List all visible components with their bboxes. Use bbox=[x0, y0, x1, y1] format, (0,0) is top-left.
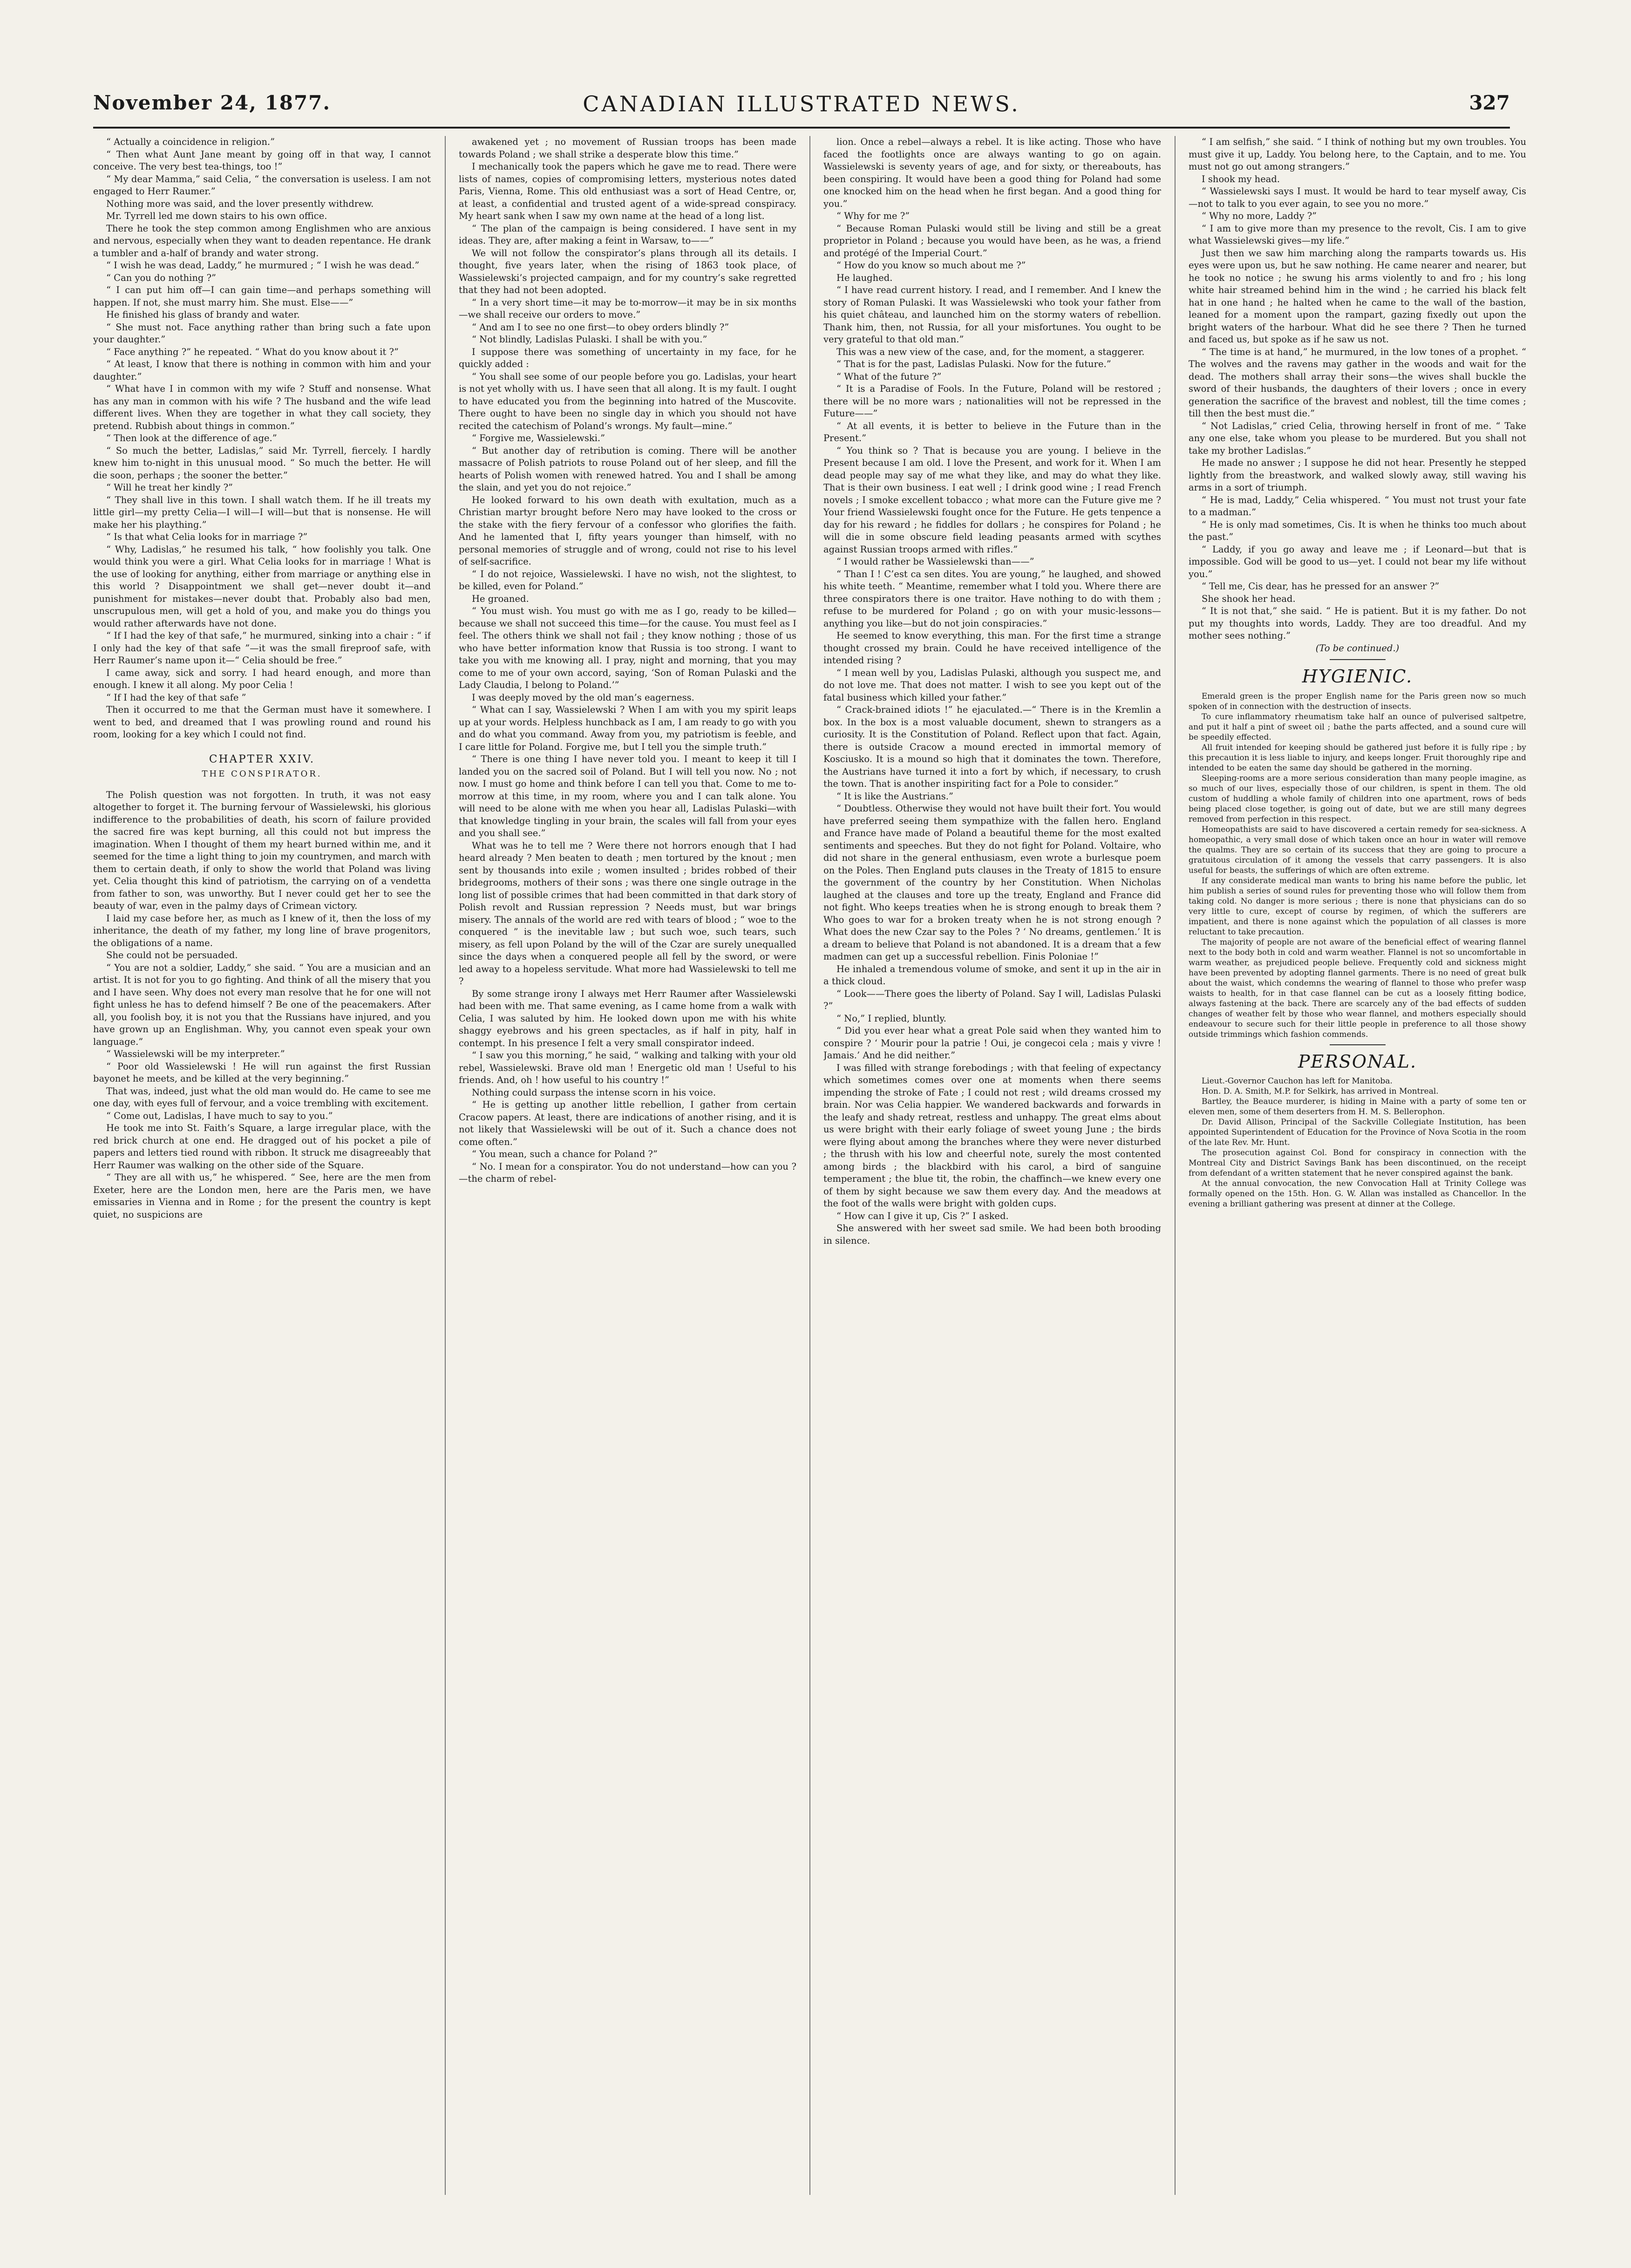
paragraph: All fruit intended for keeping should be gathered just before it is fully ripe ; by this precaution it is less liable to injury, and keeps longer. Fruit thoroughly ripe and intended to be eaten the same day should be gathered in the morning. bbox=[1189, 742, 1526, 773]
paragraph: Hon. D. A. Smith, M.P. for Selkirk, has arrived in Montreal. bbox=[1202, 1087, 1439, 1096]
paragraph: “ Then what Aunt Jane meant by going off in that way, I cannot conceive. The very best tea-things, too !” bbox=[93, 149, 431, 172]
paragraph: “ I wish he was dead, Laddy,” he murmured ; “ I wish he was dead.” bbox=[106, 260, 420, 271]
paragraph: He finished his glass of brandy and water. bbox=[106, 309, 300, 320]
paragraph: Nothing more was said, and the lover presently withdrew. bbox=[106, 198, 374, 209]
paragraph: “ How can I give it up, Cis ?” I asked. bbox=[836, 1210, 1009, 1221]
paragraph: “ Not blindly, Ladislas Pulaski. I shall be with you.” bbox=[472, 334, 707, 345]
paragraph: “ They are all with us,” he whispered. “ See, here are the men from Exeter, here are the London men, here are the Paris men, we have emissaries in Vienna and in Rome ; for the present the country is kept quiet, no suspicions are bbox=[93, 1172, 431, 1220]
paragraph: “ Why for me ?” bbox=[836, 211, 910, 221]
paragraph: “ He is mad, Laddy,” Celia whispered. “ You must not trust your fate to a madman.” bbox=[1189, 494, 1526, 518]
paragraph: “ I saw you this morning,” he said, “ walking and talking with your old rebel, Wassielewski. Brave old man ! Energetic old man ! Useful to his friends. And, oh ! how useful to his country !” bbox=[459, 1050, 796, 1085]
paragraph: “ Did you ever hear what a great Pole said when they wanted him to conspire ? ‘ Mourir pour la patrie ! Oui, je congecoi cela ; mais y vivre ! Jamais.’ And he did neither.” bbox=[823, 1025, 1161, 1061]
paragraph: The prosecution against Col. Bond for conspiracy in connection with the Montreal City and District Savings Bank has been discontinued, on the receipt from defendant of a written statement that he never conspired against the bank. bbox=[1189, 1148, 1526, 1178]
paragraph: “ But another day of retribution is coming. There will be another massacre of Polish patriots to rouse Poland out of her sleep, and fill the hearts of Polish women with renewed hatred. You and I shall be among the slain, and yet you do not rejoice.” bbox=[459, 445, 796, 493]
paragraph: “ I can put him off—I can gain time—and perhaps something will happen. If not, she must marry him. She must. Else——” bbox=[93, 285, 431, 308]
personal-items bbox=[1189, 1076, 1526, 1209]
chapter-heading: CHAPTER XXIV. bbox=[209, 753, 315, 765]
paragraph: “ So much the better, Ladislas,” said Mr. Tyrrell, fiercely. I hardly knew him to-night in this unusual mood. “ So much the better. He will die soon, perhaps ; the sooner the better.” bbox=[93, 445, 431, 481]
section-rule bbox=[1330, 659, 1386, 660]
story-text bbox=[93, 136, 431, 741]
paragraph: “ Than I ! C’est ca sen dites. You are young,” he laughed, and showed his white teeth. “ Meantime, remember what I told you. Where there are three conspirators there is one traitor. Have nothing to do with them ; refuse to be murdered for Poland ; go on with your music-lessons—anything you like—but do not join conspiracies.” bbox=[823, 568, 1161, 629]
paragraph: “ Can you do nothing ?” bbox=[106, 272, 216, 283]
paragraph: “ It is like the Austrians.” bbox=[836, 790, 953, 802]
paragraph: awakened yet ; no movement of Russian troops has been made towards Poland ; we shall strike a desperate blow this time.” bbox=[459, 136, 796, 160]
paragraph: “ Face anything ?” he repeated. “ What do you know about it ?” bbox=[106, 346, 399, 357]
paragraph: He looked forward to his own death with exultation, much as a Christian martyr brought before Nero may have looked to the cross or the stake with the fiery fervour of a confessor who glorifies the faith. And he lamented that I, fifty years younger than himself, with no personal memories of struggle and of wrong, could not rise to his level of self-sacrifice. bbox=[459, 494, 796, 567]
story-text bbox=[459, 136, 796, 1185]
paragraph: “ Wassielewski will be my interpreter.” bbox=[106, 1049, 285, 1059]
paragraph: “ There is one thing I have never told you. I meant to keep it till I landed you on the sacred soil of Poland. But I will tell you now. No ; not now. I must go home and think before I can tell you that. Come to me to-morrow at this time, in my room, where you and I can talk alone. You will need to be alone with me when you hear all, Ladislas Pulaski—with that knowledge tingling in your brain, the scales will fall from your eyes and you shall see.” bbox=[459, 754, 796, 838]
hygienic-heading: HYGIENIC. bbox=[1302, 666, 1413, 687]
page-number: 327 bbox=[1469, 91, 1510, 114]
paragraph: He groaned. bbox=[472, 593, 529, 604]
masthead bbox=[93, 91, 1510, 124]
paragraph: “ What of the future ?” bbox=[836, 371, 942, 382]
paragraph: Dr. David Allison, Principal of the Sackville Collegiate Institution, has been appointed Superintendent of Education for the Province of Nova Scotia in the room of the late Rev. Mr. Hunt. bbox=[1189, 1117, 1526, 1147]
paragraph: “ Poor old Wassielewski ! He will run against the first Russian bayonet he meets, and be killed at the very beginning.” bbox=[93, 1061, 431, 1084]
paragraph: “ If I had the key of that safe,” he murmured, sinking into a chair : “ if I only had the key of that safe ”—it was the small fireproof safe, with Herr Raumer’s name upon it—“ Celia should be free.” bbox=[93, 630, 431, 666]
paragraph: “ He is getting up another little rebellion, I gather from certain Cracow papers. At least, there are indications of another rising, and it is not likely that Wassielewski will be out of it. Such a chance does not come often.” bbox=[459, 1099, 796, 1147]
paragraph: The Polish question was not forgotten. In truth, it was not easy altogether to forget it. The burning fervour of Wassielewski, his glorious indifference to the probabilities of death, his scorn of failure provided the sacred fire was kept burning, all this could not but impress the imagination. When I thought of them my heart burned within me, and it seemed for the time a light thing to join my countrymen, and march with them to certain death, if only to show the world that Poland was living yet. Celia thought this kind of patriotism, the carrying on of a vendetta from father to son, was unworthy. But I never could get her to see the beauty of war, even in the palmy days of Crimean victory. bbox=[93, 789, 431, 911]
to-be-continued: (To be continued.) bbox=[1315, 642, 1400, 654]
paragraph: “ Doubtless. Otherwise they would not have built their fort. You would have preferred seeing them sympathize with the fallen hero. England and France have made of Poland a beautiful theme for the most exalted sentiments and speeches. But they do not fight for Poland. Voltaire, who did not share in the general enthusiasm, even wrote a burlesque poem on the Poles. Then England puts clauses in the Treaty of 1815 to ensure the government of the country by her Constitution. When Nicholas laughed at the clauses and tore up the treaty, England and France did not fight. Who keeps treaties when he is strong enough to break them ? Who goes to war for a broken treaty when he is not strong enough ? What does the new Czar say to the Poles ? ‘ No dreams, gentlemen.’ It is a dream to believe that Poland is not abandoned. It is a dream that a few madmen can get up a successful rebellion. Finis Poloniae !” bbox=[823, 803, 1161, 962]
paragraph: If any considerate medical man wants to bring his name before the public, let him publish a series of sound rules for preventing those who will follow them from taking cold. No danger is more serious ; there is none that physicians can do so very little to cure, except of course by regimen, of which the sufferers are impatient, and there is none against which the population of all classes is more reluctant to take precaution. bbox=[1189, 876, 1526, 937]
paragraph: “ It is a Paradise of Fools. In the Future, Poland will be restored ; there will be no more wars ; nationalities will not be repressed in the Future——” bbox=[823, 383, 1161, 419]
column-1 bbox=[93, 136, 431, 2195]
paragraph: “ At least, I know that there is nothing in common with him and your daughter.” bbox=[93, 359, 431, 382]
publication-title: CANADIAN ILLUSTRATED NEWS. bbox=[583, 91, 1020, 116]
paragraph: “ Because Roman Pulaski would still be living and still be a great proprietor in Poland ; because you would have been, as he was, a friend and protégé of the Imperial Court.” bbox=[823, 223, 1161, 259]
paragraph: I laid my case before her, as much as I knew of it, then the loss of my inheritance, the death of my father, my long line of brave progenitors, the obligations of a name. bbox=[93, 913, 431, 948]
paragraph: “ Not Ladislas,” cried Celia, throwing herself in front of me. “ Take any one else, take whom you please to be murdered. But you shall not take my brother Ladislas.” bbox=[1189, 420, 1526, 456]
paragraph: Mr. Tyrrell led me down stairs to his own office. bbox=[106, 211, 327, 221]
paragraph: “ I mean well by you, Ladislas Pulaski, although you suspect me, and do not love me. That does not matter. I wish to see you kept out of the fatal business which killed your father.” bbox=[823, 667, 1161, 703]
column-2 bbox=[459, 136, 796, 2195]
paragraph: Sleeping-rooms are a more serious consideration than many people imagine, as so much of our lives, especially those of our children, is spent in them. The old custom of huddling a whole family of children into one apartment, rows of beds being placed close together, is going out of date, but we are still many degrees removed from perfection in this respect. bbox=[1189, 773, 1526, 824]
paragraph: “ Why, Ladislas,” he resumed his talk, “ how foolishly you talk. One would think you were a girl. What Celia looks for in marriage ! What is the use of looking for anything, either from marriage or anything else in this world ? Disappointment we shall get—never doubt it—and punishment for mistakes—never doubt that. Probably also bad men, unscrupulous men, will get a hold of you, and make you do things you would rather afterwards have not done. bbox=[93, 544, 431, 629]
paragraph: “ You shall see some of our people before you go. Ladislas, your heart is not yet wholly with us. I have seen that all along. It is my fault. I ought to have educated you from the beginning into hatred of the Muscovite. There ought to have been no single day in which you should not have recited the catechism of Poland’s wrongs. My fault—mine.” bbox=[459, 371, 796, 431]
paragraph: “ No,” I replied, bluntly. bbox=[836, 1013, 947, 1024]
paragraph: She answered with her sweet sad smile. We had been both brooding in silence. bbox=[823, 1223, 1161, 1246]
paragraph: “ Why no more, Laddy ?” bbox=[1202, 211, 1317, 221]
story-text bbox=[93, 789, 431, 1221]
chapter-subtitle: THE CONSPIRATOR. bbox=[202, 769, 322, 779]
paragraph: To cure inflammatory rheumatism take half an ounce of pulverised saltpetre, and put it half a pint of sweet oil ; bathe the parts affected, and a sound cure will be speedily effected. bbox=[1189, 712, 1526, 742]
paragraph: “ Is that what Celia looks for in marriage ?” bbox=[106, 531, 308, 542]
paragraph: She shook her head. bbox=[1202, 593, 1296, 604]
paragraph: “ Come out, Ladislas, I have much to say to you.” bbox=[106, 1110, 333, 1121]
paragraph: He laughed. bbox=[836, 272, 893, 283]
paragraph: Nothing could surpass the intense scorn in his voice. bbox=[472, 1087, 716, 1098]
paragraph: This was a new view of the case, and, for the moment, a staggerer. bbox=[836, 346, 1145, 357]
paragraph: “ You are not a soldier, Laddy,” she said. “ You are a musician and an artist. It is not for you to go fighting. And think of all the misery that you and I have seen. Why does not every man resolve that he for one will not fight unless he has to defend himself ? Be one of the peacemakers. After all, you foolish boy, it is not you that the Russians have injured, and you have grown up an Englishman. Why, you cannot even speak your own language.” bbox=[93, 962, 431, 1047]
column-divider bbox=[445, 136, 446, 2195]
paragraph: I was deeply moved by the old man’s eagerness. bbox=[472, 692, 694, 703]
paragraph: I mechanically took the papers which he gave me to read. There were lists of names, copies of compromising letters, mysterious notes dated Paris, Vienna, Rome. This old enthusiast was a sort of Head Centre, or, at least, a confidential and trusted agent of a wide-spread conspiracy. My heart sank when I saw my own name at the head of a long list. bbox=[459, 161, 796, 221]
paragraph: At the annual convocation, the new Convocation Hall at Trinity College was formally opened on the 15th. Hon. G. W. Allan was installed as Chancellor. In the evening a brilliant gathering was present at dinner at the College. bbox=[1189, 1179, 1526, 1209]
paragraph: She could not be persuaded. bbox=[106, 950, 238, 960]
paragraph: “ He is only mad sometimes, Cis. It is when he thinks too much about the past.” bbox=[1189, 519, 1526, 542]
paragraph: “ Then look at the difference of age.” bbox=[106, 433, 277, 443]
paragraph: “ The time is at hand,” he murmured, in the low tones of a prophet. “ The wolves and the ravens may gather in the woods and wait for the dead. The mothers shall array their sons—the wives shall buckle the sword of their husbands, the daughters of their lovers ; once in every generation the sacrifice of the bravest and noblest, till the time comes ; till then the best must die.” bbox=[1189, 346, 1526, 419]
paragraph: That was, indeed, just what the old man would do. He came to see me one day, with eyes full of fervour, and a voice trembling with excitement. bbox=[93, 1085, 431, 1109]
paragraph: There he took the step common among Englishmen who are anxious and nervous, especially when they want to deaden repentance. He drank a tumbler and a-half of brandy and water strong. bbox=[93, 223, 431, 259]
paragraph: We will not follow the conspirator’s plans through all its details. I thought, five years later, when the rising of 1863 took place, of Wassielewski’s projected campaign, and for my country’s sake regretted that they had not been adopted. bbox=[459, 247, 796, 295]
section-rule bbox=[1330, 1044, 1386, 1045]
paragraph: “ And am I to see no one first—to obey orders blindly ?” bbox=[472, 321, 729, 333]
paragraph: “ Forgive me, Wassielewski.” bbox=[472, 433, 605, 443]
story-text bbox=[1189, 136, 1526, 642]
hygienic-items bbox=[1189, 691, 1526, 1040]
paragraph: Lieut.-Governor Cauchon has left for Manitoba. bbox=[1202, 1076, 1393, 1086]
paragraph: “ No. I mean for a conspirator. You do not understand—how can you ?—the charm of rebel- bbox=[459, 1161, 796, 1184]
paragraph: Homeopathists are said to have discovered a certain remedy for sea-sickness. A homeopathic, a very small dose of which taken once an hour in water will remove the qualms. They are so certain of its success that they are going to procure a gratuitous circulation of it among the vessels that carry passengers. It is also useful for beasts, the sufferings of which are often extreme. bbox=[1189, 824, 1526, 875]
paragraph: The majority of people are not aware of the beneficial effect of wearing flannel next to the body both in cold and warm weather. Flannel is not so uncomfortable in warm weather, as prejudiced people believe. Frequently cold and sickness might have been prevented by adopting flannel garments. There is no need of great bulk about the waist, which condemns the wearing of flannel to those who prefer wasp waists to health, for in that case flannel can be cut as a loosely fitting bodice, always fastening at the back. There are scarcely any of the bad effects of sudden changes of weather felt by those who wear flannel, and mothers especially should endeavour to secure such for their little people in preference to all those showy outside trimmings which fashion commends. bbox=[1189, 937, 1526, 1039]
paragraph: He seemed to know everything, this man. For the first time a strange thought crossed my brain. Could he have received intelligence of the intended rising ? bbox=[823, 630, 1161, 666]
paragraph: He inhaled a tremendous volume of smoke, and sent it up in the air in a thick cloud. bbox=[823, 963, 1161, 987]
paragraph: “ Laddy, if you go away and leave me ; if Leonard—but that is impossible. God will be good to us—yet. I could not bear my life without you.” bbox=[1189, 544, 1526, 579]
paragraph: “ You mean, such a chance for Poland ?” bbox=[472, 1149, 658, 1159]
paragraph: He made no answer ; I suppose he did not hear. Presently he stepped lightly from the breastwork, and walked slowly away, still waving his arms in a sort of triumph. bbox=[1189, 457, 1526, 493]
paragraph: “ Look——There goes the liberty of Poland. Say I will, Ladislas Pulaski ?” bbox=[823, 988, 1161, 1011]
column-4 bbox=[1189, 136, 1526, 2195]
paragraph: I suppose there was something of uncertainty in my face, for he quickly added : bbox=[459, 346, 796, 369]
paragraph: “ I am selfish,” she said. “ I think of nothing but my own troubles. You must give it up, Laddy. You belong here, to the Captain, and to me. You must not go out among strangers.” bbox=[1189, 136, 1526, 172]
paragraph: “ Crack-brained idiots !” he ejaculated.—“ There is in the Kremlin a box. In the box is a most valuable document, shewn to strangers as a curiosity. It is the Constitution of Poland. Reflect upon that fact. Again, there is outside Cracow a mound erected in immortal memory of Kosciusko. It is a mound so high that it dominates the town. Therefore, the Austrians have turned it into a fort by which, if necessary, to crush the town. That is another inspiriting fact for a Pole to consider.” bbox=[823, 704, 1161, 789]
paragraph: Emerald green is the proper English name for the Paris green now so much spoken of in connection with the destruction of insects. bbox=[1189, 691, 1526, 711]
paragraph: What was he to tell me ? Were there not horrors enough that I had heard already ? Men beaten to death ; men tortured by the knout ; men sent by thousands into exile ; women insulted ; brides robbed of their bridegrooms, mothers of their sons ; was there one single outrage in the long list of possible crimes that had been committed in that dark story of Polish revolt and Russian repression ? Needs must, but war brings misery. The annals of the world are red with tears of blood ; “ woe to the conquered ” is the inevitable law ; but such woe, such tears, such misery, as fell upon Poland by the will of the Czar are surely unequalled since the days when a conquered people all fell by the sword, or were led away to a hopeless servitude. What more had Wassielewski to tell me ? bbox=[459, 840, 796, 987]
paragraph: I came away, sick and sorry. I had heard enough, and more than enough. I knew it all along. My poor Celia ! bbox=[93, 667, 431, 690]
paragraph: Bartley, the Beauce murderer, is hiding in Maine with a party of some ten or eleven men, some of them deserters from H. M. S. Bellerophon. bbox=[1189, 1097, 1526, 1117]
paragraph: “ At all events, it is better to believe in the Future than in the Present.” bbox=[823, 420, 1161, 443]
paragraph: “ That is for the past, Ladislas Pulaski. Now for the future.” bbox=[836, 359, 1111, 369]
paragraph: “ She must not. Face anything rather than bring such a fate upon your daughter.” bbox=[93, 321, 431, 345]
paragraph: “ It is not that,” she said. “ He is patient. But it is my father. Do not put my thoughts into words, Laddy. They are too dreadful. And my mother sees nothing.” bbox=[1189, 606, 1526, 641]
issue-date: November 24, 1877. bbox=[93, 91, 331, 114]
story-text bbox=[823, 136, 1161, 1247]
paragraph: “ Will he treat her kindly ?” bbox=[106, 482, 233, 493]
paragraph: lion. Once a rebel—always a rebel. It is like acting. Those who have faced the footlights once are always wanting to go on again. Wassielewski is seventy years of age, and for sixty, or thereabouts, has been conspiring. It would have been a good thing for Poland had some one knocked him on the head when he first began. And a good thing for you.” bbox=[823, 136, 1161, 209]
paragraph: By some strange irony I always met Herr Raumer after Wassielewski had been with me. That same evening, as I came home from a walk with Celia, I was saluted by him. He looked down upon me with his white shaggy eyebrows and his green spectacles, as if half in pity, half in contempt. In his presence I felt a very small conspirator indeed. bbox=[459, 988, 796, 1049]
paragraph: “ Wassielewski says I must. It would be hard to tear myself away, Cis—not to talk to you ever again, to see you no more.” bbox=[1189, 186, 1526, 209]
paragraph: “ They shall live in this town. I shall watch them. If he ill treats my little girl—my pretty Celia—I will—I will—but that is nonsense. He will make her his plaything.” bbox=[93, 494, 431, 530]
paragraph: “ I would rather be Wassielewski than——” bbox=[836, 556, 1034, 567]
paragraph: “ You think so ? That is because you are young. I believe in the Present because I am old. I love the Present, and work for it. When I am dead people may say of me what they like, and may do what they like. That is their own business. I eat well ; I drink good wine ; I read French novels ; I smoke excellent tobacco ; what more can the Future give me ? Your friend Wassielewski fought once for the Future. He gets tenpence a day for his reward ; he fiddles for dollars ; he conspires for Poland ; he will die in some obscure field leading peasants armed with scythes against Russian troops armed with rifles.” bbox=[823, 445, 1161, 555]
paragraph: “ I am to give more than my presence to the revolt, Cis. I am to give what Wassielewski gives—my life.” bbox=[1189, 223, 1526, 246]
paragraph: I shook my head. bbox=[1202, 173, 1280, 184]
paragraph: I was filled with strange forebodings ; with that feeling of expectancy which sometimes comes over one at moments when there seems impending the stroke of Fate ; I could not rest ; wild dreams crossed my brain. Nor was Celia happier. We wandered backwards and forwards in the leafy and shady retreat, restless and unhappy. The great elms about us were bright with their early foliage of sweet young June ; the birds were flying about among the branches where they were never disturbed ; the thrush with his low and cheerful note, surely the most contented among birds ; the blackbird with his carol, a bird of sanguine temperament ; the blue tit, the robin, the chaffinch—we knew every one of them by sight because we saw them every day. And the meadows at the foot of the walls were bright with golden cups. bbox=[823, 1062, 1161, 1209]
paragraph: “ What can I say, Wassielewski ? When I am with you my spirit leaps up at your words. Helpless hunchback as I am, I am ready to go with you and do what you command. Away from you, my patriotism is feeble, and I care little for Poland. Forgive me, but I tell you the simple truth.” bbox=[459, 704, 796, 752]
paragraph: “ What have I in common with my wife ? Stuff and nonsense. What has any man in common with his wife ? The husband and the wife lead different lives. When they are together in what they call society, they pretend. Rubbish about things in common.” bbox=[93, 383, 431, 431]
paragraph: He took me into St. Faith’s Square, a large irregular place, with the red brick church at one end. He dragged out of his pocket a pile of papers and letters tied round with ribbon. It struck me disagreeably that Herr Raumer was walking on the other side of the Square. bbox=[93, 1123, 431, 1171]
paragraph: “ The plan of the campaign is being considered. I have sent in my ideas. They are, after making a feint in Warsaw, to——” bbox=[459, 223, 796, 246]
column-divider bbox=[1175, 136, 1176, 2195]
paragraph: “ Actually a coincidence in religion.” bbox=[106, 136, 275, 147]
paragraph: “ My dear Mamma,” said Celia, “ the conversation is useless. I am not engaged to Herr Raumer.” bbox=[93, 173, 431, 197]
paragraph: Then it occurred to me that the German must have it somewhere. I went to bed, and dreamed that I was prowling round and round his room, looking for a key which I could not find. bbox=[93, 704, 431, 740]
paragraph: “ I have read current history. I read, and I remember. And I knew the story of Roman Pulaski. It was Wassielewski who took your father from his quiet château, and launched him on the stormy waters of rebellion. Thank him, then, not Russia, for all your misfortunes. You ought to be very grateful to that old man.” bbox=[823, 285, 1161, 345]
paragraph: “ In a very short time—it may be to-morrow—it may be in six months—we shall receive our orders to move.” bbox=[459, 297, 796, 320]
masthead-rule bbox=[93, 127, 1510, 129]
paragraph: Just then we saw him marching along the ramparts towards us. His eyes were upon us, but he saw nothing. He came nearer and nearer, but he took no notice ; he swung his arms violently to and fro ; his long white hair streamed behind him in the wind ; he carried his black felt hat in one hand ; he halted when he came to the wall of the bastion, leaned for a moment upon the rampart, gazing fixedly out upon the bright waters of the harbour. What did he see there ? Then he turned and faced us, but spoke as if he saw us not. bbox=[1189, 247, 1526, 345]
column-3 bbox=[823, 136, 1161, 2195]
personal-heading: PERSONAL. bbox=[1298, 1051, 1417, 1072]
column-divider bbox=[809, 136, 810, 2195]
paragraph: “ Tell me, Cis dear, has he pressed for an answer ?” bbox=[1202, 581, 1440, 592]
paragraph: “ I do not rejoice, Wassielewski. I have no wish, not the slightest, to be killed, even for Poland.” bbox=[459, 568, 796, 592]
paragraph: “ If I had the key of that safe ” bbox=[106, 692, 246, 703]
paragraph: “ You must wish. You must go with me as I go, ready to be killed—because we shall not succeed this time—for the cause. You must feel as I feel. The others think we shall not fail ; they know nothing ; those of us who have better information know that Russia is too strong. I want to take you with me knowing all. I pray, night and morning, that you may come to me of your own accord, saying, ‘Son of Roman Pulaski and the Lady Claudia, I belong to Poland.’” bbox=[459, 606, 796, 690]
paragraph: “ How do you know so much about me ?” bbox=[836, 260, 1026, 271]
